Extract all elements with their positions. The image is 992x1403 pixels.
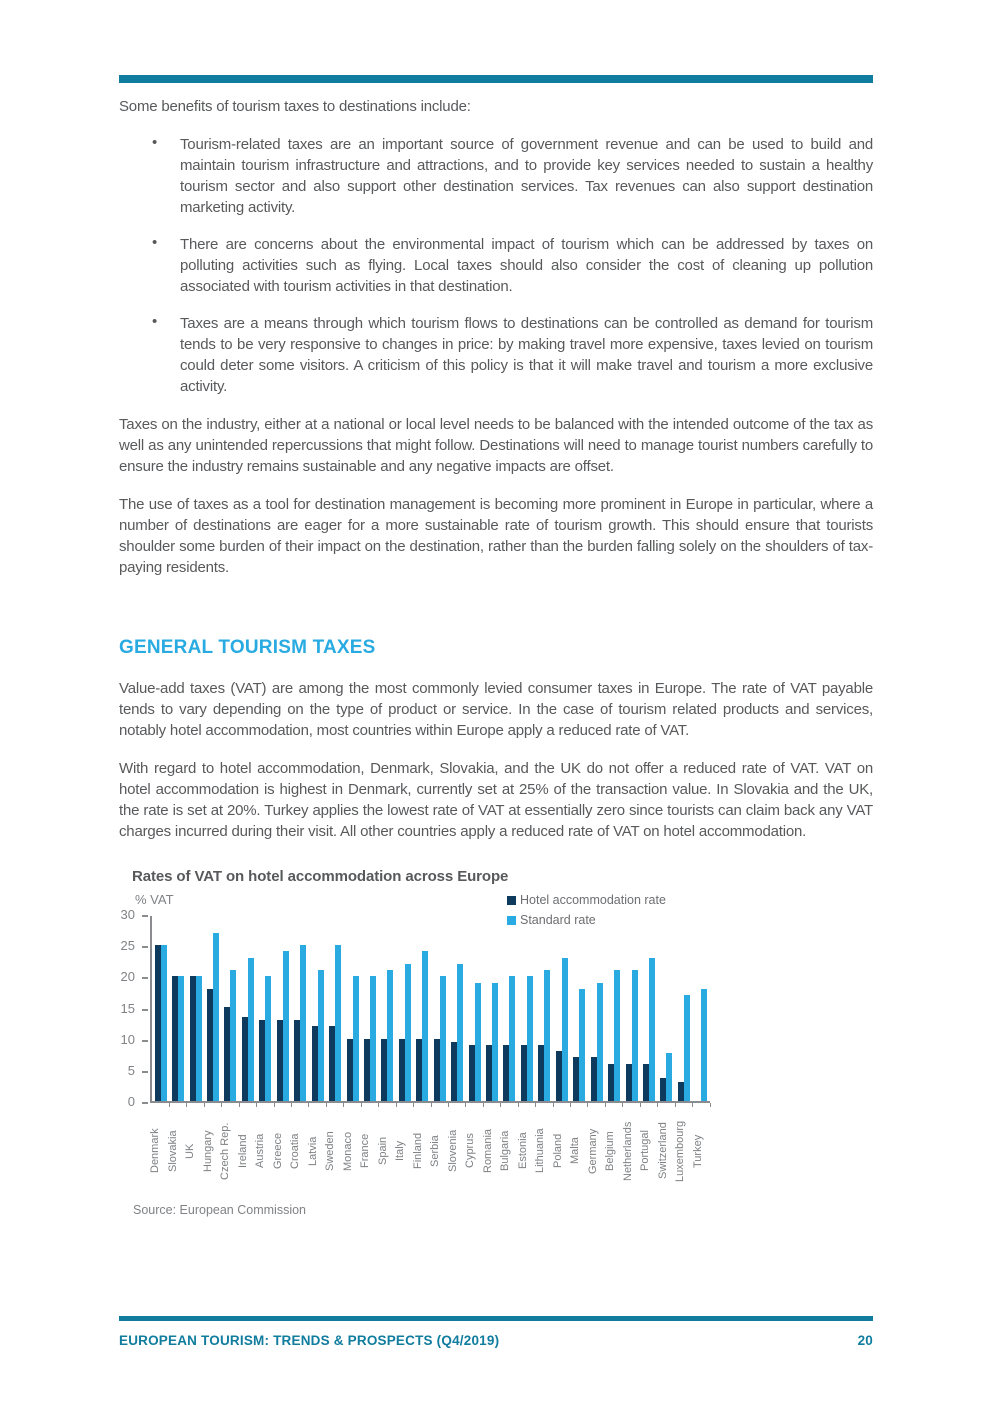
legend-label: Standard rate — [520, 913, 596, 927]
chart-x-tick-label: Switzerland — [656, 1122, 669, 1180]
chart-bar — [649, 958, 655, 1101]
chart-bar-group — [187, 916, 204, 1101]
chart-y-tick-mark — [142, 1040, 148, 1042]
chart-x-tick-label: Bulgaria — [499, 1130, 511, 1172]
chart-x-tick-label: Sweden — [324, 1131, 336, 1171]
chart-x-tick-label: Lithuania — [534, 1128, 546, 1174]
chart-bar-group — [222, 916, 239, 1101]
legend-item — [507, 893, 666, 907]
chart-bar-group — [379, 916, 396, 1101]
chart-x-tick-label: Cyprus — [464, 1133, 476, 1169]
chart-y-tick-label: 0 — [127, 1094, 135, 1109]
chart-bar-group — [152, 916, 169, 1101]
chart-x-tick-label: Slovakia — [166, 1130, 179, 1172]
chart-bar-group — [326, 916, 343, 1101]
chart-bar — [370, 976, 376, 1101]
chart-y-tick-label: 20 — [120, 969, 135, 985]
chart-bar-group — [361, 916, 378, 1101]
chart-bar — [318, 970, 324, 1101]
chart-title: Rates of VAT on hotel accommodation across Europe — [132, 868, 509, 885]
vat-rates-chart — [120, 868, 873, 1217]
chart-x-tick-label: Netherlands — [621, 1121, 634, 1181]
chart-bar-group — [448, 916, 465, 1101]
chart-bar — [440, 976, 446, 1101]
chart-bar-group — [518, 916, 535, 1101]
chart-x-tick-label: Greece — [271, 1132, 284, 1170]
chart-bar-group — [257, 916, 274, 1101]
chart-y-tick-mark — [142, 977, 148, 979]
chart-x-tick-label: Malta — [569, 1137, 581, 1165]
chart-bar — [161, 945, 167, 1101]
chart-bar-group — [344, 916, 361, 1101]
chart-y-tick-label: 15 — [120, 1000, 135, 1016]
chart-bar — [527, 976, 533, 1101]
chart-bar-group — [292, 916, 309, 1101]
chart-bar — [353, 976, 359, 1101]
chart-x-tick-label: Hungary — [201, 1130, 214, 1172]
chart-x-tick-label: Spain — [376, 1136, 389, 1166]
section-paragraph: Value-add taxes (VAT) are among the most commonly levied consumer taxes in Europe. The rate of VAT payable tends to vary depending on the type of product or service. In the case of tourism related products and services, notably hotel accommodation, most countries within Europe apply a reduced rate of VAT. — [119, 680, 873, 739]
chart-source-note: Source: European Commission — [133, 1203, 306, 1217]
legend-label: Hotel accommodation rate — [520, 893, 666, 907]
chart-bar-group — [623, 916, 640, 1101]
bullet-item — [119, 313, 873, 397]
chart-x-tick-label: Czech Rep. — [219, 1122, 231, 1180]
bullet-text: Taxes are a means through which tourism flows to destinations can be controlled as demand for tourism tends to be very responsive to changes in price: by making travel more expensive, taxes levied on tourism could deter some visitors. A criticism of this policy is that it will make travel and tourism a more exclusive activity. — [180, 315, 873, 395]
chart-x-tick-label: Serbia — [429, 1135, 441, 1167]
chart-bar-group — [414, 916, 431, 1101]
chart-bar — [457, 964, 463, 1101]
top-divider-rule — [119, 75, 873, 83]
chart-bar-group — [536, 916, 553, 1101]
chart-x-tick-label: Turkey — [691, 1134, 704, 1168]
chart-bar — [701, 989, 707, 1101]
chart-bar-group — [658, 916, 675, 1101]
chart-x-tick-label: Croatia — [289, 1133, 301, 1169]
chart-bar — [248, 958, 254, 1101]
chart-bar — [265, 976, 271, 1101]
chart-bar — [597, 983, 603, 1101]
chart-x-tick-label: Denmark — [149, 1128, 161, 1174]
bullet-text: There are concerns about the environmental impact of tourism which can be addressed by taxes on polluting activities such as flying. Local taxes should also consider the cost of cleaning up pollution associated with tourism activities in that destination. — [180, 236, 873, 295]
chart-y-tick-mark — [142, 1009, 148, 1011]
body-paragraph: The use of taxes as a tool for destination management is becoming more prominent in Europe in particular, where a number of destinations are eager for a more sustainable rate of tourism growth. This should ensure that tourists shoulder some burden of their impact on the destination, rather than the burden falling solely on the shoulders of tax-paying residents. — [119, 496, 873, 576]
chart-bar-group — [588, 916, 605, 1101]
chart-bar — [405, 964, 411, 1101]
chart-x-tick-label: Italy — [394, 1140, 406, 1162]
chart-y-axis-label: % VAT — [135, 892, 174, 907]
chart-x-tick-label: Monaco — [341, 1131, 354, 1171]
chart-bar-group — [501, 916, 518, 1101]
chart-x-axis-labels — [150, 1109, 710, 1193]
chart-bar-group — [169, 916, 186, 1101]
chart-x-tick-label: Belgium — [604, 1131, 616, 1171]
chart-y-tick-label: 25 — [120, 938, 135, 954]
bullet-item — [119, 234, 873, 297]
chart-x-tick-label: Ireland — [236, 1134, 249, 1168]
section-paragraph: With regard to hotel accommodation, Denmark, Slovakia, and the UK do not offer a reduced rate of VAT. VAT on hotel accommodation is highest in Denmark, currently set at 25% of the transaction value. In Slovakia and the UK, the rate is set at 20%. Turkey applies the lowest rate of VAT at essentially zero since tourists can claim back any VAT charges incurred during their visit. All other countries apply a reduced rate of VAT on hotel accommodation. — [119, 760, 873, 840]
bullet-dot-icon: • — [152, 134, 158, 151]
chart-bar-group — [239, 916, 256, 1101]
chart-x-tick-label: Portugal — [639, 1130, 651, 1172]
chart-bar — [492, 983, 498, 1101]
chart-bar — [387, 970, 393, 1101]
chart-y-tick-mark — [142, 1102, 148, 1104]
chart-bar — [196, 976, 202, 1101]
chart-bar-group — [204, 916, 221, 1101]
page-content — [119, 75, 873, 1217]
chart-bar-group — [466, 916, 483, 1101]
chart-bar-group — [396, 916, 413, 1101]
chart-bar — [666, 1053, 672, 1101]
chart-y-tick-label: 10 — [120, 1031, 135, 1047]
chart-x-tick-label: Finland — [411, 1132, 424, 1170]
chart-x-tick-label: UK — [184, 1143, 196, 1159]
chart-bar — [213, 933, 219, 1101]
chart-bar-group — [309, 916, 326, 1101]
chart-y-tick-mark — [142, 915, 148, 917]
chart-bar — [614, 970, 620, 1101]
chart-bar — [335, 945, 341, 1101]
chart-y-axis — [102, 907, 148, 1109]
chart-bar — [178, 976, 184, 1101]
chart-x-tick-label: Austria — [254, 1133, 266, 1169]
chart-bar — [230, 970, 236, 1101]
chart-bar-group — [605, 916, 622, 1101]
chart-bar — [422, 951, 428, 1101]
chart-x-tick-label: Luxembourg — [674, 1120, 686, 1182]
chart-y-tick-mark — [142, 1071, 148, 1073]
chart-bar — [300, 945, 306, 1101]
chart-bar-group — [483, 916, 500, 1101]
section-heading: GENERAL TOURISM TAXES — [119, 637, 376, 658]
chart-bar-group — [274, 916, 291, 1101]
chart-bar — [475, 983, 481, 1101]
chart-y-tick-label: 30 — [120, 907, 135, 922]
intro-paragraph: Some benefits of tourism taxes to destinations include: — [119, 98, 471, 115]
chart-bar-group — [675, 916, 692, 1101]
chart-bar-group — [571, 916, 588, 1101]
chart-x-tick-label: Latvia — [306, 1136, 319, 1166]
chart-bar — [544, 970, 550, 1101]
benefits-bullet-list — [119, 134, 873, 397]
footer-report-title: EUROPEAN TOURISM: TRENDS & PROSPECTS (Q4/2019) — [119, 1333, 500, 1348]
chart-bar — [283, 951, 289, 1101]
bullet-dot-icon: • — [152, 234, 158, 251]
footer-page-number: 20 — [857, 1333, 873, 1348]
chart-bar — [684, 995, 690, 1101]
chart-plot — [150, 916, 710, 1103]
chart-y-tick-label: 5 — [127, 1062, 135, 1078]
chart-bar-group — [431, 916, 448, 1101]
chart-y-tick-mark — [142, 946, 148, 948]
body-paragraph: Taxes on the industry, either at a national or local level needs to be balanced with the intended outcome of the tax as well as any unintended repercussions that might follow. Destinations will need to manage tourist numbers carefully to ensure the industry remains sustainable and any negative impacts are offset. — [119, 416, 873, 475]
chart-bar-group — [553, 916, 570, 1101]
chart-bar — [562, 958, 568, 1101]
chart-bar-group — [693, 916, 710, 1101]
legend-swatch-icon — [507, 896, 516, 905]
chart-x-tick-label: Slovenia — [446, 1129, 459, 1173]
chart-x-tick-label: Estonia — [516, 1132, 529, 1170]
chart-x-tick-label: Romania — [481, 1128, 494, 1174]
bullet-item — [119, 134, 873, 218]
footer-divider-rule — [119, 1316, 873, 1321]
chart-bar — [579, 989, 585, 1101]
chart-x-tick-label: Germany — [586, 1128, 599, 1174]
bullet-text: Tourism-related taxes are an important source of government revenue and can be used to build and maintain tourism infrastructure and attractions, and to provide key services needed to sustain a healthy tourism sector and also support other destination services. Tax revenues can also support destination marketing activity. — [180, 136, 873, 216]
chart-bar — [632, 970, 638, 1101]
page-footer — [119, 1316, 873, 1348]
chart-bar-group — [640, 916, 657, 1101]
chart-x-tick-label: Poland — [551, 1133, 564, 1169]
chart-x-tick-label: France — [359, 1133, 371, 1169]
chart-bar — [509, 976, 515, 1101]
bullet-dot-icon: • — [152, 313, 158, 330]
footer-row — [119, 1333, 873, 1348]
